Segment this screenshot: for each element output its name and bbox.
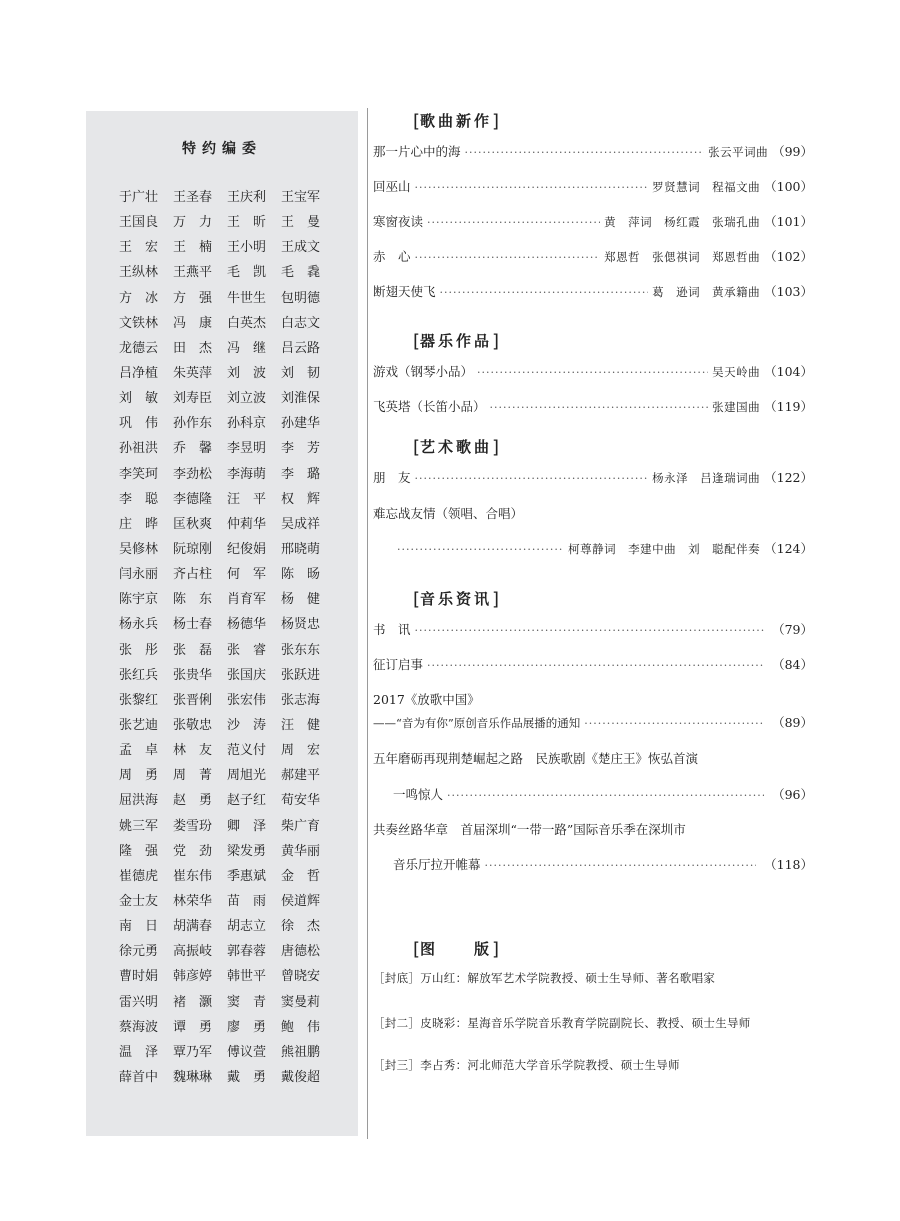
editorial-board-member: 张贵华 (173, 667, 213, 683)
editorial-board-member: 李 芳 (281, 441, 321, 457)
editorial-board-member: 李 璐 (281, 466, 321, 482)
section-heading-instrumental: [器乐作品] (413, 331, 500, 352)
editorial-board-member: 魏琳琳 (173, 1069, 213, 1085)
toc-entry[interactable]: 寒窗夜读 ····· 黄 萍词 杨红霞 张瑞孔曲 （101） (373, 212, 813, 232)
editorial-board-member: 覃乃军 (173, 1044, 213, 1060)
table-of-contents (373, 0, 818, 1221)
editorial-board-member: 周 宏 (281, 743, 321, 759)
toc-entry[interactable]: 音乐厅拉开帷幕 ····· （118） (393, 855, 813, 875)
editorial-board-member: 文铁林 (119, 315, 159, 331)
editorial-board-member: 田 杰 (173, 340, 213, 356)
editorial-board-member: 卿 泽 (227, 818, 267, 834)
editorial-board-member: 韩世平 (227, 969, 267, 985)
editorial-board-member: 陈宇京 (119, 592, 159, 608)
editorial-board-member: 汪 平 (227, 491, 267, 507)
editorial-board-member: 黄华丽 (281, 843, 321, 859)
editorial-board-member: 张红兵 (119, 667, 159, 683)
editorial-board-member: 纪俊娟 (227, 541, 267, 557)
editorial-board-member: 包明德 (281, 290, 321, 306)
plate-entry[interactable]: ［封底］万山红：解放军艺术学院教授、硕士生导师、著名歌唱家 (373, 971, 716, 985)
editorial-board-member: 鲍 伟 (281, 1019, 321, 1035)
editorial-board-member: 徐元勇 (119, 944, 159, 960)
editorial-board-member: 曹时娟 (119, 969, 159, 985)
editorial-board-member: 杨德华 (227, 617, 267, 633)
editorial-board-member: 王 昕 (227, 215, 267, 231)
editorial-board-member: 吕净植 (119, 365, 159, 381)
editorial-board-member: 张国庆 (227, 667, 267, 683)
editorial-board-member: 屈洪海 (119, 793, 159, 809)
editorial-board-member: 杨贤忠 (281, 617, 321, 633)
editorial-board-member: 侯道辉 (281, 893, 321, 909)
editorial-board-member: 刘立波 (227, 391, 267, 407)
editorial-board-member: 曾晓安 (281, 969, 321, 985)
editorial-board-member: 巩 伟 (119, 416, 159, 432)
editorial-board-member: 冯 继 (227, 340, 267, 356)
editorial-board-member: 孙祖洪 (119, 441, 159, 457)
editorial-board-member: 李海萌 (227, 466, 267, 482)
editorial-board-member: 杨 健 (281, 592, 321, 608)
editorial-board-member: 杨士春 (173, 617, 213, 633)
editorial-board-member: 苗 雨 (227, 893, 267, 909)
editorial-board-member: 王国良 (119, 215, 159, 231)
editorial-board-member: 齐占柱 (173, 567, 213, 583)
editorial-board-member: 方 强 (173, 290, 213, 306)
editorial-board-member: 王 曼 (281, 215, 321, 231)
editorial-board-member: 李昱明 (227, 441, 267, 457)
editorial-board-member: 熊祖鹏 (281, 1044, 321, 1060)
section-heading-plates: [图 版] (413, 939, 500, 960)
editorial-board-member: 张 彤 (119, 642, 159, 658)
editorial-board-member: 孙建华 (281, 416, 321, 432)
editorial-board-member: 张志海 (281, 692, 321, 708)
editorial-board-member: 王小明 (227, 240, 267, 256)
editorial-board-member: 崔东伟 (173, 868, 213, 884)
toc-entry-title[interactable]: 五年磨砺再现荆楚崛起之路 民族歌剧《楚庄王》恢弘首演 (373, 751, 699, 766)
editorial-board-member: 窦曼莉 (281, 994, 321, 1010)
editorial-board-member: 戴 勇 (227, 1069, 267, 1085)
editorial-board-member: 冯 康 (173, 315, 213, 331)
editorial-board-member: 张 睿 (227, 642, 267, 658)
editorial-board-member: 王圣春 (173, 190, 213, 205)
editorial-board-member: 韩彦婷 (173, 969, 213, 985)
editorial-board-member: 刘 敏 (119, 391, 159, 407)
toc-entry[interactable]: 那一片心中的海 ····· 张云平词曲 （99） (373, 142, 813, 162)
section-heading-art-songs: [艺术歌曲] (413, 437, 500, 458)
toc-entry[interactable]: 书 讯 ····· （79） (373, 620, 813, 640)
editorial-board-member: 邢晓萌 (281, 541, 321, 557)
editorial-board-member: 张敬忠 (173, 717, 213, 733)
editorial-board-member: 吴成祥 (281, 516, 321, 532)
editorial-board-member: 刘 波 (227, 365, 267, 381)
editorial-board-panel (86, 111, 358, 1136)
editorial-board-member: 姚三军 (119, 818, 159, 834)
editorial-board-member: 娄雪玢 (173, 818, 213, 834)
editorial-board-member: 张东东 (281, 642, 321, 658)
editorial-board-member: 赵子红 (227, 793, 267, 809)
toc-entry-title[interactable]: 2017《放歌中国》 (373, 692, 480, 707)
editorial-board-member: 王庆利 (227, 190, 267, 205)
editorial-board-member: 杨永兵 (119, 617, 159, 633)
toc-entry-title[interactable]: 共奏丝路华章 首届深圳“一带一路”国际音乐季在深圳市 (373, 822, 686, 837)
editorial-board-member: 匡秋爽 (173, 516, 213, 532)
editorial-board-member: 王燕平 (173, 265, 213, 281)
editorial-board-member: 何 军 (227, 567, 267, 583)
editorial-board-member: 傅议萱 (227, 1044, 267, 1060)
editorial-board-member: 唐德松 (281, 944, 321, 960)
editorial-board-member: 雷兴明 (119, 994, 159, 1010)
editorial-board-member: 乔 馨 (173, 441, 213, 457)
editorial-board-member: 南 日 (119, 919, 159, 935)
editorial-board-member: 阮琼刚 (173, 541, 213, 557)
editorial-board-member: 周旭光 (227, 768, 267, 784)
editorial-board-member: 方 冰 (119, 290, 159, 306)
editorial-board-member: 金士友 (119, 893, 159, 909)
editorial-board-member: 党 劲 (173, 843, 213, 859)
editorial-board-member: 林 友 (173, 743, 213, 759)
editorial-board-member: 郝建平 (281, 768, 321, 784)
editorial-board-member: 吴修林 (119, 541, 159, 557)
editorial-board-member: 于广壮 (119, 190, 159, 205)
editorial-board-member: 庄 晔 (119, 516, 159, 532)
toc-entry[interactable]: 一鸣惊人 ····· （96） (393, 785, 813, 805)
editorial-board-member: 戴俊超 (281, 1069, 321, 1085)
editorial-board-member: 王 楠 (173, 240, 213, 256)
editorial-board-member: 白志文 (281, 315, 321, 331)
editorial-board-member: 万 力 (173, 215, 213, 231)
editorial-board-member: 孙作东 (173, 416, 213, 432)
plate-entry[interactable]: ［封三］李占秀：河北师范大学音乐学院教授、硕士生导师 (373, 1058, 680, 1072)
plate-entry[interactable]: ［封二］皮晓彩：星海音乐学院音乐教育学院副院长、教授、硕士生导师 (373, 1016, 751, 1030)
editorial-board-member: 崔德虎 (119, 868, 159, 884)
editorial-board-member: 仲莉华 (227, 516, 267, 532)
editorial-board-member: 金 哲 (281, 868, 321, 884)
editorial-board-member: 张艺迪 (119, 717, 159, 733)
editorial-board-member: 牛世生 (227, 290, 267, 306)
section-heading-songs: [歌曲新作] (413, 111, 500, 132)
toc-entry-title[interactable]: 难忘战友情（领唱、合唱） (373, 506, 524, 521)
toc-entry[interactable]: ——“音为有你”原创音乐作品展播的通知 ····· （89） (373, 713, 813, 733)
editorial-board-member: 陈 东 (173, 592, 213, 608)
editorial-board-member: 张 磊 (173, 642, 213, 658)
toc-entry[interactable]: ····· 柯尊静词 李建中曲 刘 聪配伴奏 （124） (393, 539, 813, 559)
editorial-board-member: 胡志立 (227, 919, 267, 935)
toc-entry[interactable]: 游戏（钢琴小品） ····· 吴天岭曲 （104） (373, 362, 813, 382)
editorial-board-member: 季惠斌 (227, 868, 267, 884)
editorial-board-member: 张晋俐 (173, 692, 213, 708)
editorial-board-member: 白英杰 (227, 315, 267, 331)
editorial-board-member: 薛首中 (119, 1069, 159, 1085)
editorial-board-member: 李劲松 (173, 466, 213, 482)
editorial-board-member: 周 勇 (119, 768, 159, 784)
editorial-board-member: 柴广育 (281, 818, 321, 834)
editorial-board-member: 朱英萍 (173, 365, 213, 381)
editorial-board-member: 毛 凯 (227, 265, 267, 281)
editorial-board-member: 李 聪 (119, 491, 159, 507)
editorial-board-member: 毛 毳 (281, 265, 321, 281)
editorial-board-member: 高振岐 (173, 944, 213, 960)
toc-entry[interactable]: 赤 心 ····· 郑恩哲 张偲祺词 郑恩哲曲 （102） (373, 247, 813, 267)
editorial-board-member: 荀安华 (281, 793, 321, 809)
editorial-board-member: 李笑珂 (119, 466, 159, 482)
editorial-board-member: 谭 勇 (173, 1019, 213, 1035)
toc-entry[interactable]: 断翅天使飞 ····· 葛 逊词 黄承籍曲 （103） (373, 282, 813, 302)
editorial-board-member: 王纵林 (119, 265, 159, 281)
editorial-board-member: 梁发勇 (227, 843, 267, 859)
editorial-board-member: 闫永丽 (119, 567, 159, 583)
column-divider (367, 108, 368, 1139)
editorial-board-member: 褚 灏 (173, 994, 213, 1010)
editorial-board-member: 周 菁 (173, 768, 213, 784)
editorial-board-member: 张宏伟 (227, 692, 267, 708)
editorial-board-member: 刘寿臣 (173, 391, 213, 407)
editorial-board-member: 刘 韧 (281, 365, 321, 381)
editorial-board-member: 温 泽 (119, 1044, 159, 1060)
editorial-board-names (119, 185, 334, 1090)
editorial-board-member: 权 辉 (281, 491, 321, 507)
editorial-board-member: 张跃进 (281, 667, 321, 683)
editorial-board-member: 蔡海波 (119, 1019, 159, 1035)
editorial-board-member: 汪 健 (281, 717, 321, 733)
editorial-board-member: 张黎红 (119, 692, 159, 708)
editorial-board-member: 林荣华 (173, 893, 213, 909)
editorial-board-member: 孟 卓 (119, 743, 159, 759)
editorial-board-member: 徐 杰 (281, 919, 321, 935)
toc-entry[interactable]: 征订启事 ····· （84） (373, 655, 813, 675)
editorial-board-member: 范义付 (227, 743, 267, 759)
editorial-board-member: 刘淮保 (281, 391, 321, 407)
editorial-board-member: 王宝军 (281, 190, 321, 205)
editorial-board-member: 陈 旸 (281, 567, 321, 583)
editorial-board-member: 龙德云 (119, 340, 159, 356)
toc-entry[interactable]: 回巫山 ····· 罗贤慧词 程福文曲 （100） (373, 177, 813, 197)
toc-entry[interactable]: 飞英塔（长笛小品） ····· 张建国曲 （119） (373, 397, 813, 417)
toc-entry[interactable]: 朋 友 ····· 杨永泽 吕逢瑞词曲 （122） (373, 468, 813, 488)
editorial-board-member: 胡满春 (173, 919, 213, 935)
editorial-board-member: 王成文 (281, 240, 321, 256)
editorial-board-member: 李德隆 (173, 491, 213, 507)
editorial-board-member: 肖育军 (227, 592, 267, 608)
editorial-board-member: 孙科京 (227, 416, 267, 432)
editorial-board-member: 窦 青 (227, 994, 267, 1010)
editorial-board-member: 郭春蓉 (227, 944, 267, 960)
editorial-board-member: 王 宏 (119, 240, 159, 256)
editorial-board-member: 赵 勇 (173, 793, 213, 809)
editorial-board-member: 吕云路 (281, 340, 321, 356)
editorial-board-member: 廖 勇 (227, 1019, 267, 1035)
section-heading-news: [音乐资讯] (413, 589, 500, 610)
editorial-board-member: 沙 涛 (227, 717, 267, 733)
editorial-board-member: 隆 强 (119, 843, 159, 859)
editorial-board-title: 特约编委 (182, 141, 262, 157)
